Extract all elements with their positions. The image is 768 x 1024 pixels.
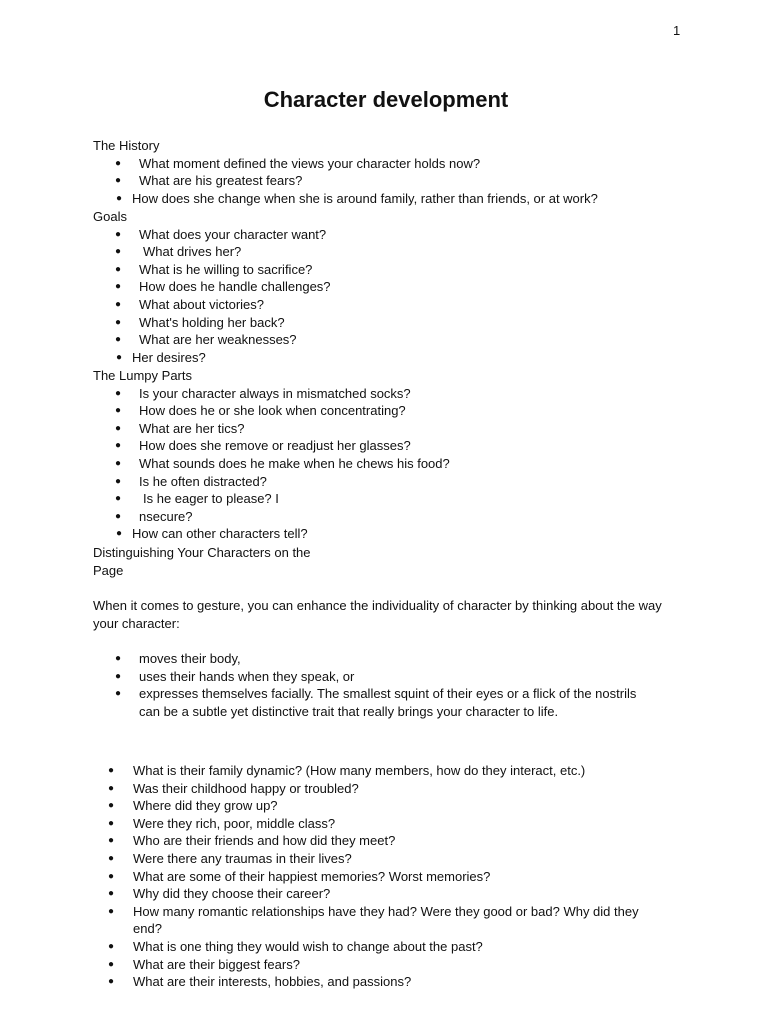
section-heading-continued: Page	[93, 562, 124, 578]
section-distinguishing	[0, 544, 768, 579]
list-item: ● How can other characters tell?	[0, 525, 768, 543]
list-item: ● expresses themselves facially. The smallest squint of their eyes or a flick of the nostrils can be a subtle yet distinctive trait that really brings your character to life.	[0, 685, 639, 720]
gesture-paragraph: When it comes to gesture, you can enhance the individuality of character by thinking about the way your character:	[93, 598, 662, 631]
section-goals	[0, 208, 768, 366]
list-item: ● How does she remove or readjust her glasses?	[0, 437, 768, 455]
section-heading: The History	[93, 138, 160, 153]
bullet-list	[0, 155, 768, 208]
gesture-list-block	[0, 650, 768, 720]
list-item: ● Is he eager to please? I	[0, 490, 768, 508]
list-item: ● What drives her?	[0, 243, 768, 261]
gesture-paragraph-block	[0, 597, 768, 632]
section-history	[0, 137, 768, 207]
list-item: ● What are some of their happiest memories? Worst memories?	[0, 868, 768, 886]
list-item: ● What are his greatest fears?	[0, 172, 768, 190]
page-title: Character development	[263, 87, 509, 112]
bullet-list	[0, 385, 768, 543]
list-item: ● What does your character want?	[0, 226, 768, 244]
list-item: ● What about victories?	[0, 296, 768, 314]
section-questions	[0, 762, 768, 991]
list-item: ● Is your character always in mismatched socks?	[0, 385, 768, 403]
section-lumpy-parts	[0, 367, 768, 543]
list-item: ● Were there any traumas in their lives?	[0, 850, 768, 868]
list-item: ● Her desires?	[0, 349, 768, 367]
section-heading: Goals	[93, 209, 127, 224]
list-item: ● How many romantic relationships have they had? Were they good or bad? Why did they end?	[0, 903, 643, 938]
list-item: ● Is he often distracted?	[0, 473, 768, 491]
bullet-list	[0, 650, 768, 720]
section-heading: Distinguishing Your Characters on the	[93, 545, 311, 560]
list-item: ● Why did they choose their career?	[0, 885, 768, 903]
list-item: ● uses their hands when they speak, or	[0, 668, 768, 686]
list-item: ● moves their body,	[0, 650, 768, 668]
list-item: ● How does he or she look when concentrating?	[0, 402, 768, 420]
list-item: ● Was their childhood happy or troubled?	[0, 780, 768, 798]
bullet-list	[0, 762, 768, 991]
list-item: ● What's holding her back?	[0, 314, 768, 332]
list-item: ● What is one thing they would wish to change about the past?	[0, 938, 768, 956]
list-item: ● What are their interests, hobbies, and passions?	[0, 973, 768, 991]
list-item: ● nsecure?	[0, 508, 768, 526]
page-number: 1	[673, 23, 681, 38]
list-item: ● What moment defined the views your character holds now?	[0, 155, 768, 173]
list-item: ● What are her weaknesses?	[0, 331, 768, 349]
list-item: ● Where did they grow up?	[0, 797, 768, 815]
list-item: ● What sounds does he make when he chews his food?	[0, 455, 768, 473]
list-item: ● What is their family dynamic? (How many members, how do they interact, etc.)	[0, 762, 768, 780]
list-item: ● How does she change when she is around family, rather than friends, or at work?	[0, 190, 768, 208]
section-heading: The Lumpy Parts	[93, 368, 192, 383]
bullet-list	[0, 226, 768, 367]
list-item: ● How does he handle challenges?	[0, 278, 768, 296]
list-item: ● What is he willing to sacrifice?	[0, 261, 768, 279]
list-item: ● Were they rich, poor, middle class?	[0, 815, 768, 833]
list-item: ● What are her tics?	[0, 420, 768, 438]
list-item: ● What are their biggest fears?	[0, 956, 768, 974]
list-item: ● Who are their friends and how did they meet?	[0, 832, 768, 850]
